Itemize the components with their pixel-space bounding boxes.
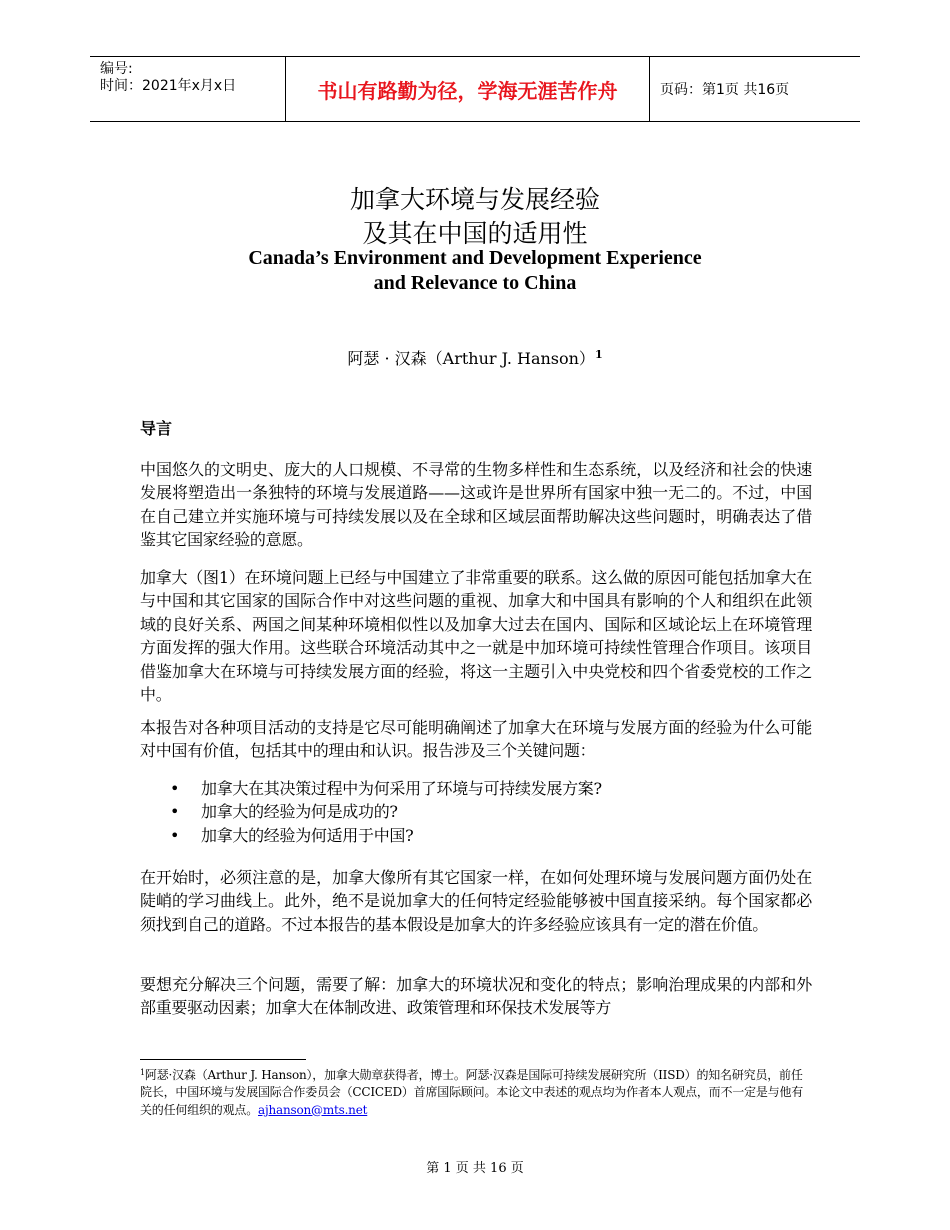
header-motto: 书山有路勤为径，学海无涯苦作舟: [286, 57, 650, 121]
header-table: [90, 56, 860, 122]
paragraph-1: 中国悠久的文明史、庞大的人口规模、不寻常的生物多样性和生态系统，以及经济和社会的快速发展将塑造出一条独特的环境与发展道路——这或许是世界所有国家中独一无二的。不过，中国在自己建立并实施环境与可持续发展以及在全球和区域层面帮助解决这些问题时，明确表达了借鉴其它国家经验的意愿。: [140, 460, 812, 550]
page-footer: 第 1 页 共 16 页: [426, 1161, 524, 1176]
footnote-email-link[interactable]: ajhanson@mts.net: [258, 1102, 368, 1117]
bullet-icon: •: [170, 779, 180, 798]
paragraph-5: 要想充分解决三个问题，需要了解：加拿大的环境状况和变化的特点；影响治理成果的内部和外部重要驱动因素；加拿大在体制改进、政策管理和环保技术发展等方: [140, 975, 812, 1018]
list-item: [170, 777, 790, 800]
paragraph-2: 加拿大（图1）在环境问题上已经与中国建立了非常重要的联系。这么做的原因可能包括加拿大在与中国和其它国家的国际合作中对这些问题的重视、加拿大和中国具有影响的个人和组织在此领域的良好关系、两国之间某种环境相似性以及加拿大过去在国内、国际和区域论坛上在环境管理方面发挥的强大作用。这些联合环境活动其中之一就是中加环境可持续性管理合作项目。该项目借鉴加拿大在环境与可持续发展方面的经验，将这一主题引入中央党校和四个省委党校的工作之中。: [140, 568, 812, 705]
author: [0, 346, 950, 369]
author-name: 阿瑟 · 汉森（Arthur J. Hanson）: [347, 349, 595, 368]
bullet-icon: •: [170, 825, 180, 845]
paragraph-4: 在开始时，必须注意的是，加拿大像所有其它国家一样，在如何处理环境与发展问题方面仍处在陡峭的学习曲线上。此外，绝不是说加拿大的任何特定经验能够被中国直接采纳。每个国家都必须找到自己的道路。不过本报告的基本假设是加拿大的许多经验应该具有一定的潜在价值。: [140, 868, 812, 934]
bullet-icon: •: [170, 802, 180, 822]
header-page-info: 页码：第1页 共16页: [660, 82, 790, 98]
list-item-text: 加拿大在其决策过程中为何采用了环境与可持续发展方案?: [201, 779, 602, 798]
footnote-divider: [140, 1059, 306, 1060]
list-item: [170, 824, 790, 847]
number-label: 编号:: [100, 61, 133, 77]
footnote-mark: 1: [140, 1068, 145, 1077]
title-zh-line2: 及其在中国的适用性: [362, 219, 588, 248]
list-item: [170, 800, 790, 823]
author-footnote-mark: 1: [594, 348, 603, 361]
footnote-text: 阿瑟·汉森（Arthur J. Hanson），加拿大勋章获得者，博士。阿瑟·汉森是国际可持续发展研究所（IISD）的知名研究员，前任院长，中国环境与发展国际合作委员会（CCICED）首席国际顾问。本论文中表述的观点均为作者本人观点，而不一定是与他有关的任何组织的观点。: [140, 1068, 804, 1117]
list-item-text: 加拿大的经验为何适用于中国?: [201, 825, 414, 845]
paragraph-3: 本报告对各种项目活动的支持是它尽可能明确阐述了加拿大在环境与发展方面的经验为什么可能对中国有价值，包括其中的理由和认识。报告涉及三个关键问题：: [140, 718, 812, 761]
title-en-line2: and Relevance to China: [373, 272, 577, 294]
title-zh-line1: 加拿大环境与发展经验: [349, 185, 600, 214]
time-label: 时间：2021年x月x日: [100, 78, 237, 94]
key-questions-list: [170, 777, 790, 847]
list-item-text: 加拿大的经验为何是成功的?: [201, 802, 398, 822]
header-meta-cell: [90, 57, 286, 121]
title-en-line1: Canada’s Environment and Development Experience: [248, 247, 702, 269]
section-title: 导言: [140, 419, 173, 438]
footnote: [140, 1064, 812, 1119]
